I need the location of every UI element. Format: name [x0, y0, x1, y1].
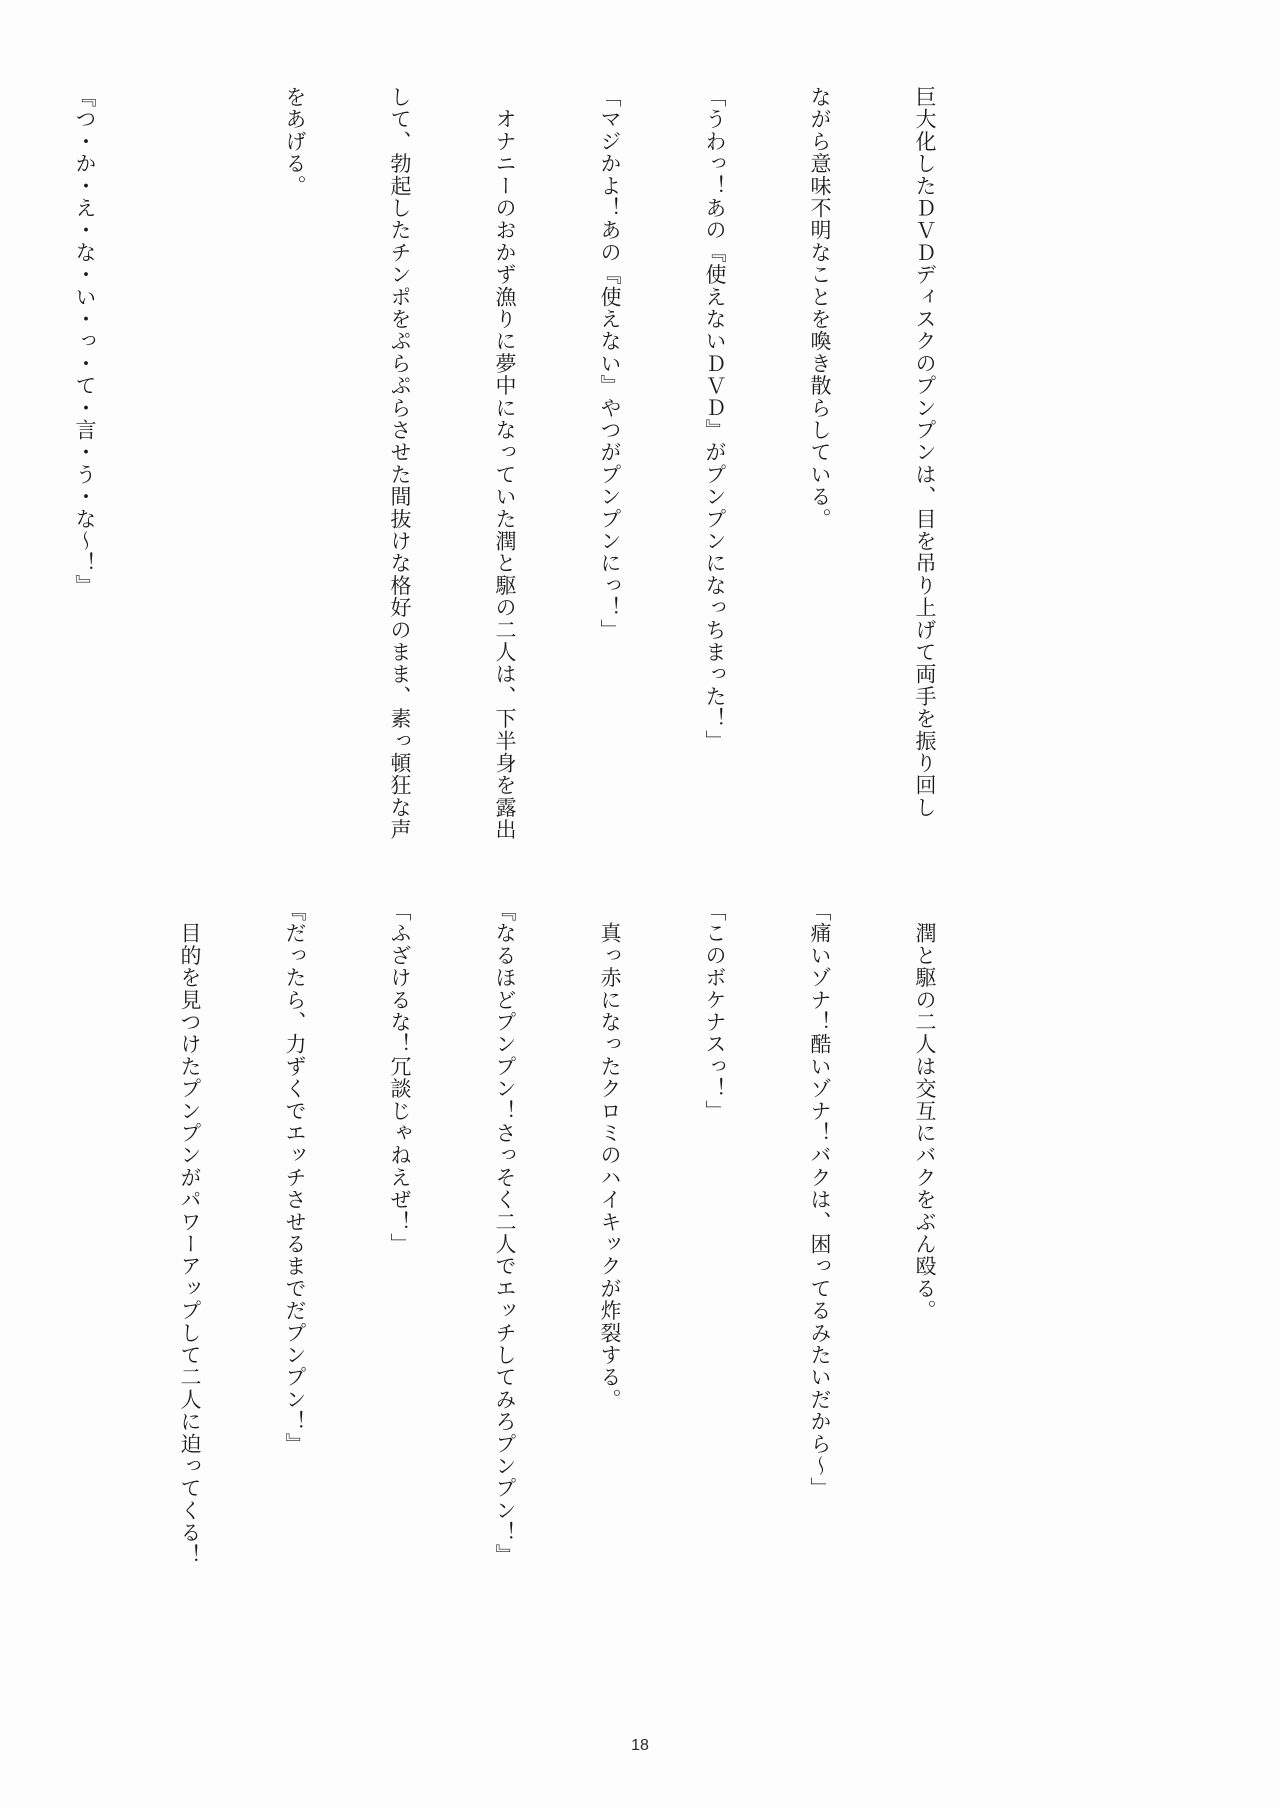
text-block-lower: [178, 900, 1012, 1620]
text-line: 目的を見つけたプンプンがパワーアップして二人に迫ってくる！: [178, 900, 202, 1566]
text-line: して、勃起したチンポをぷらぷらさせた間抜けな格好のまま、素っ頓狂な声: [388, 86, 412, 841]
text-line: 『なるほどプンプン！さっそく二人でエッチしてみろプンプン！』: [493, 900, 517, 1566]
text-line: 潤と駆の二人は交互にバクをぶん殴る。: [913, 900, 937, 1322]
text-line: 真っ赤になったクロミのハイキックが炸裂する。: [598, 900, 622, 1411]
text-line: 「痛いゾナ！酷いゾナ！バクは、困ってるみたいだから～」: [808, 900, 832, 1500]
text-line: 『つ・か・え・な・い・っ・て・言・う・な～！』: [73, 86, 97, 597]
page-number: 18: [631, 1737, 649, 1754]
text-block-upper: [73, 86, 1012, 841]
text-line: ながら意味不明なことを喚き散らしている。: [808, 86, 832, 530]
text-line-blank: [172, 86, 207, 838]
text-line: 『だったら、力ずくでエッチさせるまでだプンプン！』: [283, 900, 307, 1455]
text-line: 「マジかよ！あの『使えない』やつがプンプンにっ！」: [598, 86, 622, 641]
text-line: 「うわっ！あの『使えないＤＶＤ』がプンプンになっちまった！」: [703, 86, 727, 752]
text-line: 「ふざけるな！冗談じゃねえぜ！」: [388, 900, 412, 1256]
text-line: をあげる。: [283, 86, 307, 197]
text-line: 巨大化したＤＶＤディスクのプンプンは、目を吊り上げて両手を振り回し: [913, 86, 937, 819]
text-line: オナニーのおかず漁りに夢中になっていた潤と駆の二人は、下半身を露出: [493, 86, 517, 841]
text-line-blank: [67, 900, 102, 1620]
text-line: 「このボケナスっ！」: [703, 900, 727, 1122]
